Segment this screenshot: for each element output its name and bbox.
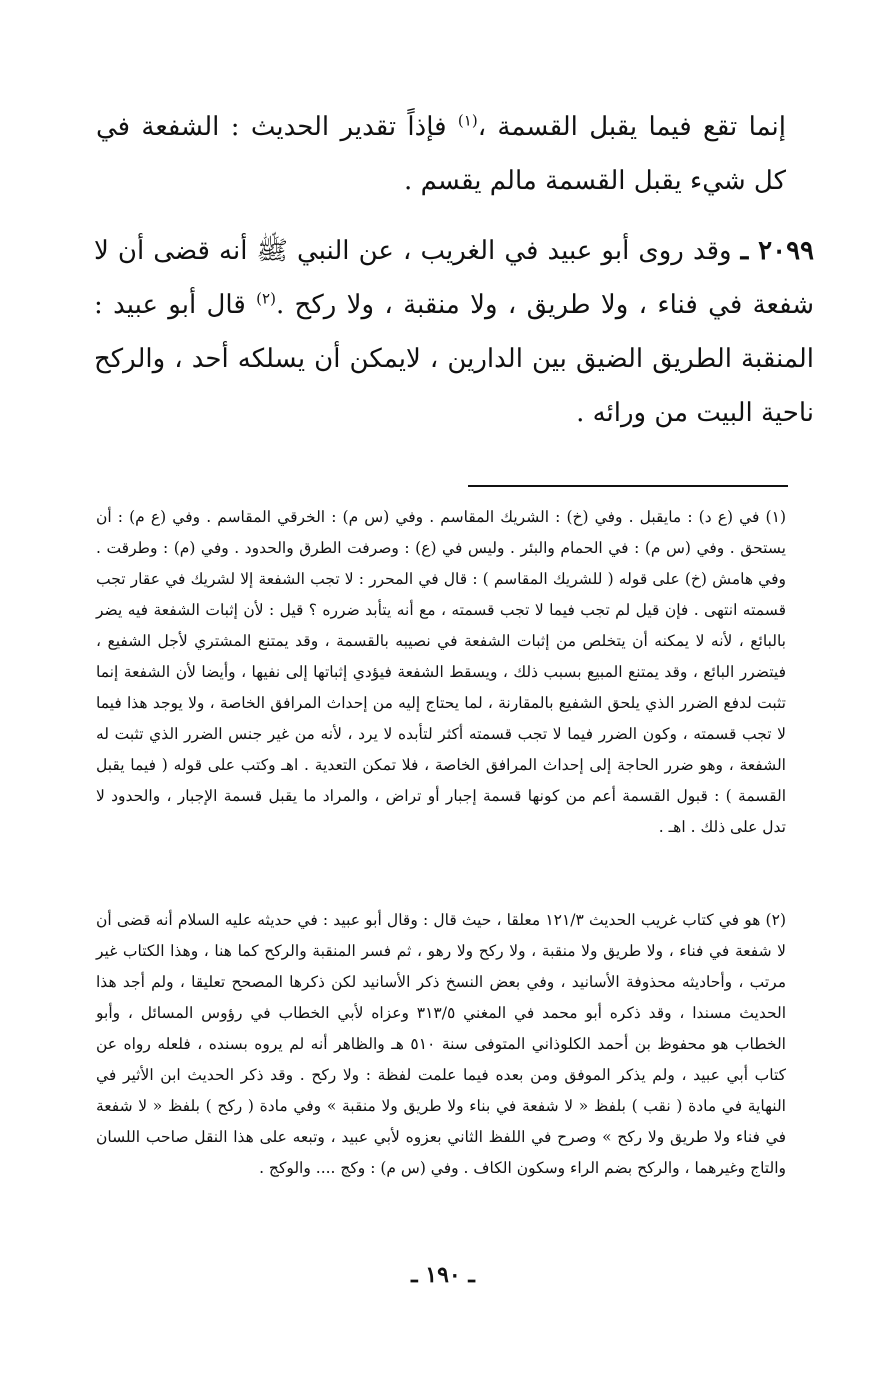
footnote-1: (١) في (ع د) : مايقبل . وفي (خ) : الشريك المقاسم . وفي (س م) : الخرقي المقاسم . وفي (ع م) : أن يستحق . وفي (س م) : في الحمام والبئر . وليس في (ع) : وصرفت الطرق والحدود . وفي (م) : وطرقت . وفي هامش (خ) على قوله ( للشريك المقاسم ) : قال في المحرر : لا تجب الشفعة إلا لشريك في عقار تجب قسمته انتهى . فإن قيل لم تجب فيما لا تجب قسمته ، مع أنه يتأبد ضرره ؟ قيل : لأن إثبات الشفعة فيه يضر بالبائع ، لأنه لا يمكنه أن يتخلص من إثبات الشفعة في نصيبه بالقسمة ، وقد يمتنع المشتري لأجل الشفيع ، فيتضرر البائع ، وقد يمتنع المبيع بسبب ذلك ، ويسقط الشفعة فيؤدي إثباتها إلى نفيها ، وأيضا لأن الشفعة إنما تثبت لدفع الضرر الذي يلحق الشفيع بالمقارنة ، لما يحتاج إليه من إحداث المرافق الخاصة ، ولا يوجد هذا فيما لا تجب قسمته ، وكون الضرر فيما لا تجب قسمته أكثر لتأبده لا يرد ، لأنه من غير جنس الضرر الذي تثبت له الشفعة ، وهو ضرر الحاجة إلى إحداث المرافق الخاصة ، فلا تمكن التعدية . اهـ وكتب على قوله ( فيما يقبل القسمة ) : قبول القسمة أعم من كونها قسمة إجبار أو تراض ، والمراد ما يقبل قسمة الإجبار ، والحدود لا تدل على ذلك . اهـ . — [96, 508, 786, 836]
footnote-ref-2: (٢) — [256, 289, 276, 308]
page-number: ـ ١٩٠ ـ — [411, 1262, 475, 1288]
paragraph-2-text-a: وقد روى أبو عبيد في الغريب ، عن النبي ﷺ أنه قضى أن لا شفعة في فناء ، ولا طريق ، ولا منقبة ، ولا ركح . — [94, 236, 815, 320]
paragraph-1-text-a: إنما تقع فيما يقبل القسمة ، — [477, 112, 786, 142]
paragraph-2-text-b: قال أبو عبيد : المنقبة الطريق الضيق بين الدارين ، لايمكن أن يسلكه أحد ، والركح ناحية البيت من ورائه . — [94, 290, 815, 428]
paragraph-1-text-b: فإذاً تقدير الحديث : الشفعة في كل شيء يقبل القسمة مالم يقسم . — [96, 112, 786, 196]
footnote-separator — [468, 485, 788, 487]
entry-number: ٢٠٩٩ ـ — [740, 236, 815, 266]
footnote-2: (٢) هو في كتاب غريب الحديث ١٢١/٣ معلقا ، حيث قال : وقال أبو عبيد : في حديثه عليه السلام أنه قضى أن لا شفعة في فناء ، ولا طريق ولا منقبة ، ولا ركح ولا رهو ، ثم فسر المنقبة والركح كما هنا ، وهذا الكتاب غير مرتب ، وأحاديثه محذوفة الأسانيد ، وفي بعض النسخ ذكر الأسانيد لكن ذكرها المصحح تعليقا ، ولم أجد هذا الحديث مسندا ، وقد ذكره أبو محمد في المغني ٣١٣/٥ وعزاه لأبي الخطاب في رؤوس المسائل ، وأبو الخطاب هو محفوظ بن أحمد الكلوذاني المتوفى سنة ٥١٠ هـ والظاهر أنه لم يروه بسنده ، فلعله رواه عن كتاب أبي عبيد ، ولم يذكر الموفق ومن بعده فيما علمت لفظة : ولا ركح . وقد ذكر الحديث ابن الأثير في النهاية في مادة ( نقب ) بلفظ « لا شفعة في بناء ولا طريق ولا منقبة » وفي مادة ( ركح ) بلفظ « لا شفعة في فناء ولا طريق ولا ركح » وصرح في اللفظ الثاني بعزوه لأبي عبيد ، وتبعه على هذا النقل صاحب اللسان والتاج وغيرهما ، والركح بضم الراء وسكون الكاف . وفي (س م) : وكج .... والوكج . — [96, 911, 786, 1177]
main-paragraph-1 — [96, 100, 786, 208]
main-paragraph-2 — [94, 224, 814, 440]
footnote-ref-1: (١) — [457, 111, 478, 130]
